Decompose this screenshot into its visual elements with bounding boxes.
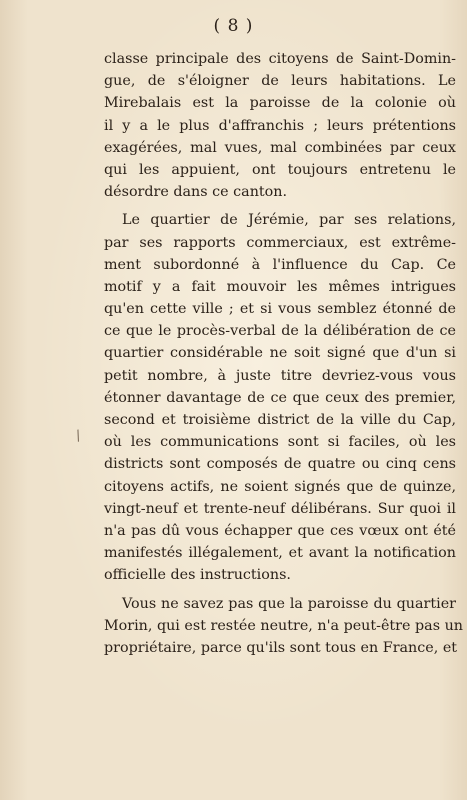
text-line: second et troisième district de la ville du Cap, [104,412,456,428]
text-line: désordre dans ce canton. [104,184,288,201]
page-number: ( 8 ) [213,16,254,36]
text-line: propriétaire, parce qu'ils sont tous en France, et [104,639,458,656]
text-line: motif y a fait mouvoir les mêmes intrigues [104,278,456,295]
text-line: étonner davantage de ce que ceux des premier, [104,389,456,406]
text-line: manifestés illégalement, et avant la notification [104,545,456,562]
paragraph-1 [104,48,456,203]
text-line: qui les appuient, ont toujours entretenu le [104,161,456,178]
text-line: officielle des instructions. [104,567,291,584]
text-line: petit nombre, à juste titre devriez-vous vous [104,367,456,384]
paragraph-2 [104,209,456,586]
text-line: ce que le procès-verbal de la délibération de ce [104,323,456,340]
text-line: classe principale des citoyens de Saint-Domin- [104,51,456,67]
body-text [104,48,463,659]
text-line: il y a le plus d'affranchis ; leurs prétentions [104,117,456,134]
text-line: citoyens actifs, ne soient signés que de quinze, [104,478,456,495]
text-line: par ses rapports commerciaux, est extrême- [104,234,456,251]
text-line: exagérées, mal vues, mal combinées par ceux [104,139,456,156]
text-line: Mirebalais est la paroisse de la colonie où [104,95,456,112]
text-line: n'a pas dû vous échapper que ces vœux ont été [104,522,456,539]
text-line: districts sont composés de quatre ou cinq cens [104,456,456,473]
text-line: quartier considérable ne soit signé que d'un si [104,345,456,362]
text-line: qu'en cette ville ; et si vous semblez étonné de [104,301,456,318]
text-line: ment subordonné à l'influence du Cap. Ce [104,256,456,273]
text-line: Morin, qui est restée neutre, n'a peut-être pas un [104,617,463,634]
text-line: Le quartier de Jérémie, par ses relations, [122,212,456,229]
text-line: où les communications sont si faciles, où les [104,434,456,451]
paragraph-3 [104,593,463,660]
text-line: Vous ne savez pas que la paroisse du quartier [122,595,456,612]
margin-mark: / [73,427,84,445]
text-line: vingt-neuf et trente-neuf délibérans. Sur quoi il [104,500,456,517]
text-line: gue, de s'éloigner de leurs habitations. Le [104,73,456,90]
